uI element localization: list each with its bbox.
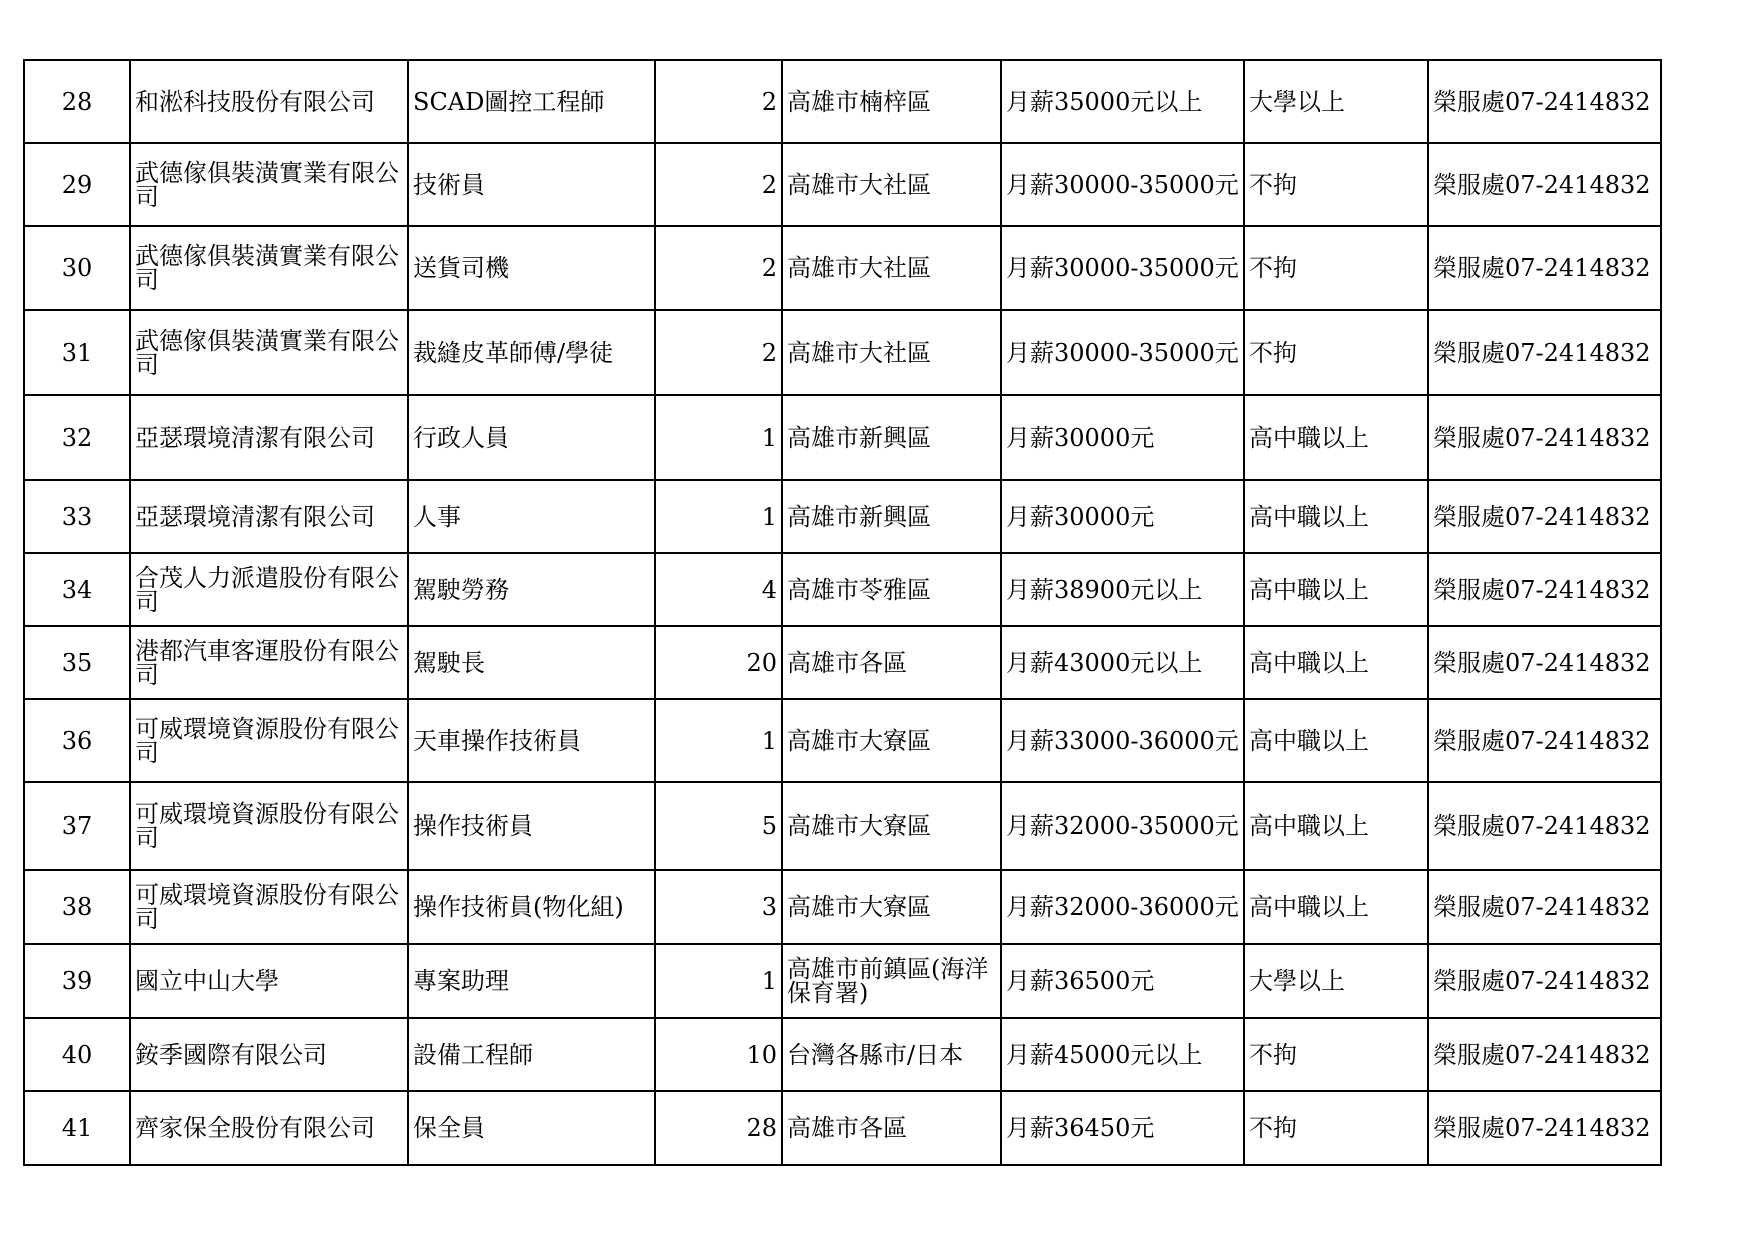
contact-cell: 榮服處07-2414832 xyxy=(1428,626,1661,699)
table-row xyxy=(24,626,1661,699)
job-title-cell: SCAD圖控工程師 xyxy=(408,60,655,143)
work-location-cell: 高雄市新興區 xyxy=(782,480,1001,553)
salary-cell: 月薪35000元以上 xyxy=(1001,60,1244,143)
opening-count-cell: 1 xyxy=(655,395,782,480)
salary-cell: 月薪33000-36000元 xyxy=(1001,699,1244,782)
salary-cell: 月薪32000-35000元 xyxy=(1001,782,1244,870)
work-location-cell: 高雄市苓雅區 xyxy=(782,553,1001,626)
education-requirement-cell: 大學以上 xyxy=(1244,944,1428,1018)
work-location-cell: 高雄市大寮區 xyxy=(782,699,1001,782)
salary-cell: 月薪32000-36000元 xyxy=(1001,870,1244,944)
education-requirement-cell: 高中職以上 xyxy=(1244,782,1428,870)
education-requirement-cell: 高中職以上 xyxy=(1244,626,1428,699)
job-title-cell: 駕駛長 xyxy=(408,626,655,699)
row-number-cell: 35 xyxy=(24,626,130,699)
work-location-cell: 高雄市大社區 xyxy=(782,310,1001,395)
work-location-cell: 台灣各縣市/日本 xyxy=(782,1018,1001,1091)
education-requirement-cell: 不拘 xyxy=(1244,1091,1428,1165)
education-requirement-cell: 高中職以上 xyxy=(1244,870,1428,944)
job-listing-rows xyxy=(24,60,1661,1165)
company-name-cell: 合茂人力派遣股份有限公司 xyxy=(130,553,408,626)
salary-cell: 月薪30000元 xyxy=(1001,395,1244,480)
salary-cell: 月薪38900元以上 xyxy=(1001,553,1244,626)
education-requirement-cell: 大學以上 xyxy=(1244,60,1428,143)
row-number-cell: 32 xyxy=(24,395,130,480)
contact-cell: 榮服處07-2414832 xyxy=(1428,1018,1661,1091)
table-row xyxy=(24,60,1661,143)
job-title-cell: 設備工程師 xyxy=(408,1018,655,1091)
salary-cell: 月薪30000-35000元 xyxy=(1001,226,1244,310)
job-listing-sheet xyxy=(23,59,1660,1166)
job-title-cell: 專案助理 xyxy=(408,944,655,1018)
salary-cell: 月薪45000元以上 xyxy=(1001,1018,1244,1091)
table-row xyxy=(24,310,1661,395)
table-row xyxy=(24,870,1661,944)
opening-count-cell: 4 xyxy=(655,553,782,626)
job-title-cell: 裁縫皮革師傅/學徒 xyxy=(408,310,655,395)
company-name-cell: 可威環境資源股份有限公司 xyxy=(130,699,408,782)
company-name-cell: 亞瑟環境清潔有限公司 xyxy=(130,395,408,480)
education-requirement-cell: 高中職以上 xyxy=(1244,480,1428,553)
opening-count-cell: 28 xyxy=(655,1091,782,1165)
work-location-cell: 高雄市大社區 xyxy=(782,226,1001,310)
contact-cell: 榮服處07-2414832 xyxy=(1428,60,1661,143)
contact-cell: 榮服處07-2414832 xyxy=(1428,480,1661,553)
table-row xyxy=(24,395,1661,480)
job-title-cell: 操作技術員(物化組) xyxy=(408,870,655,944)
salary-cell: 月薪30000-35000元 xyxy=(1001,143,1244,226)
row-number-cell: 39 xyxy=(24,944,130,1018)
row-number-cell: 30 xyxy=(24,226,130,310)
contact-cell: 榮服處07-2414832 xyxy=(1428,553,1661,626)
company-name-cell: 可威環境資源股份有限公司 xyxy=(130,782,408,870)
company-name-cell: 可威環境資源股份有限公司 xyxy=(130,870,408,944)
company-name-cell: 國立中山大學 xyxy=(130,944,408,1018)
work-location-cell: 高雄市各區 xyxy=(782,626,1001,699)
job-title-cell: 行政人員 xyxy=(408,395,655,480)
job-title-cell: 操作技術員 xyxy=(408,782,655,870)
work-location-cell: 高雄市新興區 xyxy=(782,395,1001,480)
table-row xyxy=(24,944,1661,1018)
job-title-cell: 駕駛勞務 xyxy=(408,553,655,626)
contact-cell: 榮服處07-2414832 xyxy=(1428,143,1661,226)
education-requirement-cell: 不拘 xyxy=(1244,310,1428,395)
company-name-cell: 港都汽車客運股份有限公司 xyxy=(130,626,408,699)
education-requirement-cell: 不拘 xyxy=(1244,226,1428,310)
contact-cell: 榮服處07-2414832 xyxy=(1428,870,1661,944)
contact-cell: 榮服處07-2414832 xyxy=(1428,699,1661,782)
opening-count-cell: 20 xyxy=(655,626,782,699)
row-number-cell: 37 xyxy=(24,782,130,870)
row-number-cell: 29 xyxy=(24,143,130,226)
job-title-cell: 天車操作技術員 xyxy=(408,699,655,782)
work-location-cell: 高雄市前鎮區(海洋保育署) xyxy=(782,944,1001,1018)
salary-cell: 月薪30000-35000元 xyxy=(1001,310,1244,395)
opening-count-cell: 2 xyxy=(655,310,782,395)
education-requirement-cell: 不拘 xyxy=(1244,1018,1428,1091)
work-location-cell: 高雄市大寮區 xyxy=(782,782,1001,870)
opening-count-cell: 10 xyxy=(655,1018,782,1091)
table-row xyxy=(24,1091,1661,1165)
company-name-cell: 武德傢俱裝潢實業有限公司 xyxy=(130,226,408,310)
contact-cell: 榮服處07-2414832 xyxy=(1428,395,1661,480)
opening-count-cell: 1 xyxy=(655,699,782,782)
education-requirement-cell: 高中職以上 xyxy=(1244,395,1428,480)
row-number-cell: 31 xyxy=(24,310,130,395)
opening-count-cell: 3 xyxy=(655,870,782,944)
row-number-cell: 41 xyxy=(24,1091,130,1165)
job-title-cell: 人事 xyxy=(408,480,655,553)
row-number-cell: 38 xyxy=(24,870,130,944)
opening-count-cell: 2 xyxy=(655,60,782,143)
table-row xyxy=(24,143,1661,226)
row-number-cell: 36 xyxy=(24,699,130,782)
table-row xyxy=(24,782,1661,870)
table-row xyxy=(24,553,1661,626)
company-name-cell: 銨季國際有限公司 xyxy=(130,1018,408,1091)
row-number-cell: 40 xyxy=(24,1018,130,1091)
work-location-cell: 高雄市大社區 xyxy=(782,143,1001,226)
salary-cell: 月薪30000元 xyxy=(1001,480,1244,553)
contact-cell: 榮服處07-2414832 xyxy=(1428,782,1661,870)
company-name-cell: 亞瑟環境清潔有限公司 xyxy=(130,480,408,553)
job-listing-table xyxy=(23,59,1662,1166)
job-title-cell: 送貨司機 xyxy=(408,226,655,310)
opening-count-cell: 2 xyxy=(655,226,782,310)
work-location-cell: 高雄市各區 xyxy=(782,1091,1001,1165)
work-location-cell: 高雄市大寮區 xyxy=(782,870,1001,944)
table-row xyxy=(24,699,1661,782)
company-name-cell: 武德傢俱裝潢實業有限公司 xyxy=(130,143,408,226)
job-title-cell: 技術員 xyxy=(408,143,655,226)
company-name-cell: 武德傢俱裝潢實業有限公司 xyxy=(130,310,408,395)
work-location-cell: 高雄市楠梓區 xyxy=(782,60,1001,143)
row-number-cell: 34 xyxy=(24,553,130,626)
contact-cell: 榮服處07-2414832 xyxy=(1428,310,1661,395)
table-row xyxy=(24,1018,1661,1091)
row-number-cell: 33 xyxy=(24,480,130,553)
company-name-cell: 和淞科技股份有限公司 xyxy=(130,60,408,143)
contact-cell: 榮服處07-2414832 xyxy=(1428,226,1661,310)
opening-count-cell: 1 xyxy=(655,480,782,553)
education-requirement-cell: 高中職以上 xyxy=(1244,699,1428,782)
opening-count-cell: 5 xyxy=(655,782,782,870)
salary-cell: 月薪36500元 xyxy=(1001,944,1244,1018)
job-title-cell: 保全員 xyxy=(408,1091,655,1165)
education-requirement-cell: 高中職以上 xyxy=(1244,553,1428,626)
table-row xyxy=(24,226,1661,310)
opening-count-cell: 1 xyxy=(655,944,782,1018)
opening-count-cell: 2 xyxy=(655,143,782,226)
contact-cell: 榮服處07-2414832 xyxy=(1428,944,1661,1018)
education-requirement-cell: 不拘 xyxy=(1244,143,1428,226)
salary-cell: 月薪43000元以上 xyxy=(1001,626,1244,699)
contact-cell: 榮服處07-2414832 xyxy=(1428,1091,1661,1165)
company-name-cell: 齊家保全股份有限公司 xyxy=(130,1091,408,1165)
table-row xyxy=(24,480,1661,553)
row-number-cell: 28 xyxy=(24,60,130,143)
salary-cell: 月薪36450元 xyxy=(1001,1091,1244,1165)
